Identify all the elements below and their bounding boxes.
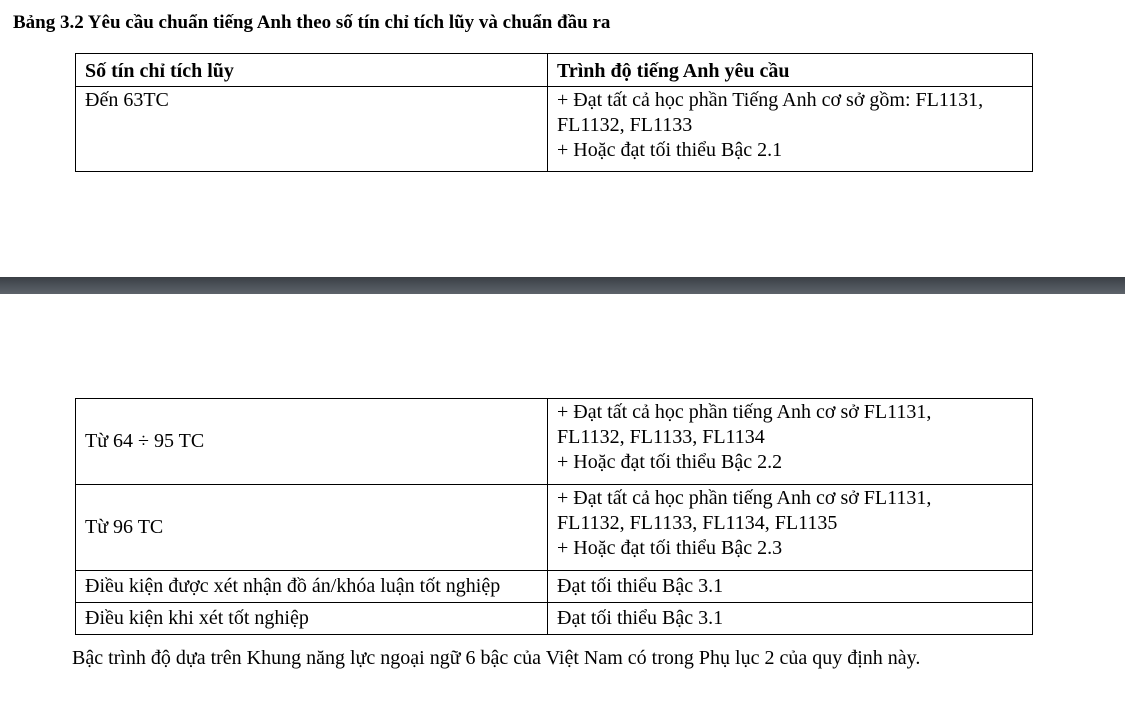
header-requirement: Trình độ tiếng Anh yêu cầu bbox=[548, 54, 1033, 87]
page-break-bar bbox=[0, 277, 1125, 294]
table-caption: Bảng 3.2 Yêu cầu chuẩn tiếng Anh theo số tín chỉ tích lũy và chuẩn đầu ra bbox=[13, 12, 611, 33]
header-credits: Số tín chỉ tích lũy bbox=[76, 54, 548, 87]
requirement-cell bbox=[548, 571, 1033, 603]
footnote: Bậc trình độ dựa trên Khung năng lực ngoại ngữ 6 bậc của Việt Nam có trong Phụ lục 2 của quy định này. bbox=[72, 647, 921, 669]
requirement-line: FL1132, FL1133, FL1134 bbox=[557, 426, 765, 448]
credits-cell: Từ 96 TC bbox=[76, 485, 548, 571]
requirement-line: FL1132, FL1133, FL1134, FL1135 bbox=[557, 512, 838, 534]
requirement-line: Đạt tối thiểu Bậc 3.1 bbox=[557, 607, 724, 629]
table-row bbox=[76, 485, 1033, 571]
requirement-line: + Đạt tất cả học phần Tiếng Anh cơ sở gồm: FL1131, bbox=[557, 89, 984, 111]
credits-cell: Đến 63TC bbox=[76, 87, 548, 172]
requirement-line: + Đạt tất cả học phần tiếng Anh cơ sở FL1131, bbox=[557, 401, 932, 423]
requirement-line: + Hoặc đạt tối thiểu Bậc 2.1 bbox=[557, 139, 783, 161]
credits-cell: Điều kiện khi xét tốt nghiệp bbox=[76, 603, 548, 635]
requirement-line: + Đạt tất cả học phần tiếng Anh cơ sở FL1131, bbox=[557, 487, 932, 509]
requirement-line: + Hoặc đạt tối thiểu Bậc 2.2 bbox=[557, 451, 783, 473]
english-requirements-table-part-2 bbox=[75, 398, 1033, 635]
table-row bbox=[76, 603, 1033, 635]
requirement-line: FL1132, FL1133 bbox=[557, 114, 693, 136]
requirement-cell bbox=[548, 87, 1033, 172]
table-row bbox=[76, 571, 1033, 603]
requirement-line: Đạt tối thiểu Bậc 3.1 bbox=[557, 575, 724, 597]
table-row bbox=[76, 399, 1033, 485]
english-requirements-table-part-1 bbox=[75, 53, 1033, 172]
table-header-row bbox=[76, 54, 1033, 87]
credits-cell: Điều kiện được xét nhận đồ án/khóa luận tốt nghiệp bbox=[76, 571, 548, 603]
credits-cell: Từ 64 ÷ 95 TC bbox=[76, 399, 548, 485]
requirement-line: + Hoặc đạt tối thiểu Bậc 2.3 bbox=[557, 537, 783, 559]
requirement-cell bbox=[548, 485, 1033, 571]
requirement-cell bbox=[548, 399, 1033, 485]
requirement-cell bbox=[548, 603, 1033, 635]
table-row bbox=[76, 87, 1033, 172]
